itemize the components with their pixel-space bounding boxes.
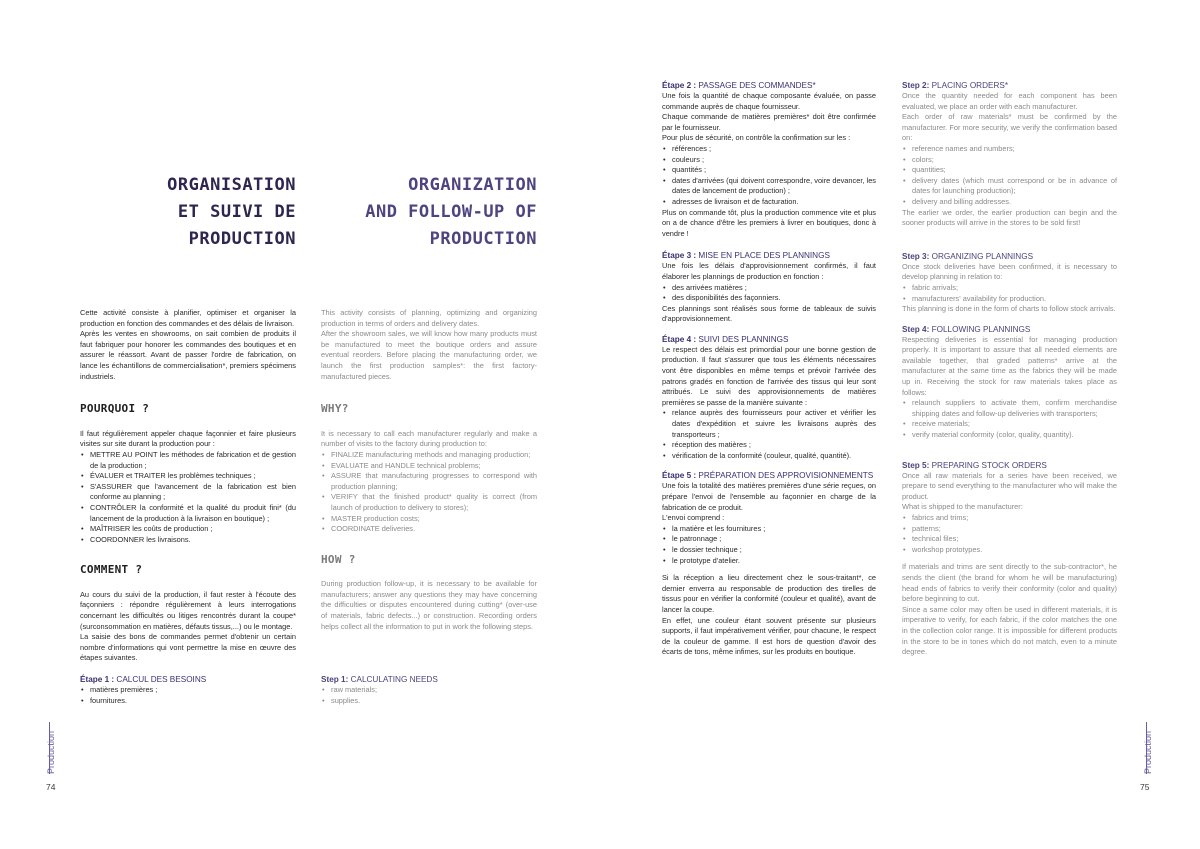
step3-fr-heading xyxy=(662,250,876,261)
how-fr-heading: COMMENT ? xyxy=(80,563,143,577)
step-number: Étape 5 : xyxy=(662,471,697,481)
list-item: • reference names and numbers; xyxy=(902,144,1117,155)
step4-fr-list xyxy=(662,408,876,461)
paragraph: Once the quantity needed for each component has been evaluated, we place an order with each manufacturer. xyxy=(902,91,1117,111)
list-item: • ÉVALUER et TRAITER les problèmes techniques ; xyxy=(80,471,296,482)
paragraph: If materials and trims are sent directly to the sub-contractor*, he sends the client (the brand for whom he will be manufacturing) head ends of fabrics to verify their conformity (color and quality) before beginning to cut. xyxy=(902,562,1117,604)
list-item: • delivery and billing addresses. xyxy=(902,197,1117,208)
list-item: • S'ASSURER que l'avancement de la fabrication est bien conforme au planning ; xyxy=(80,482,296,503)
list-item: • patterns; xyxy=(902,524,1117,535)
list-item: • couleurs ; xyxy=(662,155,876,166)
why-fr-list xyxy=(80,450,296,545)
step2-en-list xyxy=(902,144,1117,208)
step-title: PLACING ORDERS* xyxy=(931,81,1009,90)
list-item: • workshop prototypes. xyxy=(902,545,1117,556)
side-label: Production xyxy=(1143,730,1153,774)
step-number: Step 1: xyxy=(321,675,349,685)
left-en-column xyxy=(321,308,537,706)
list-item: • relance auprès des fournisseurs pour activer et vérifier les dates d'expédition et suivre les livraisons auprès des transporteurs ; xyxy=(662,408,876,440)
step5-en-list xyxy=(902,513,1117,555)
step-title: MISE EN PLACE DES PLANNINGS xyxy=(698,251,830,261)
step-number: Step 2: xyxy=(902,81,930,90)
list-item: • fournitures. xyxy=(80,696,296,707)
step-title: ORGANIZING PLANNINGS xyxy=(931,251,1034,261)
paragraph: Le respect des délais est primordial pour une bonne gestion de production. Il faut s'assurer que tous les éléments nécessaires vont être disponibles en même temps et prévoir l'arrivée des patrons gradés en fonction de l'arrivée des tissus qui leur sont attribués. Le suivi des approvisionnements de matières premières se passe de la manière suivante : xyxy=(662,344,876,407)
step2-fr-heading xyxy=(662,80,876,91)
step4-en-heading xyxy=(902,324,1117,335)
step-title: PREPARING STOCK ORDERS xyxy=(931,460,1047,470)
paragraph: Once stock deliveries have been confirmed, it is necessary to develop planning in relation to: xyxy=(902,261,1117,282)
step4-en-list xyxy=(902,398,1117,440)
list-item: • des disponibilités des façonniers. xyxy=(662,293,876,304)
step-number: Étape 2 : xyxy=(662,81,697,90)
step1-fr-heading xyxy=(80,674,296,685)
title-fr-line: PRODUCTION xyxy=(188,229,296,249)
list-item: • CONTRÔLER la conformité et la qualité du produit fini* (du lancement de la production à la livraison en boutique) ; xyxy=(80,503,296,524)
list-item: • réception des matières ; xyxy=(662,440,876,451)
step-title: FOLLOWING PLANNINGS xyxy=(931,324,1031,334)
paragraph: Chaque commande de matières premières* doit être confirmée par le fournisseur. xyxy=(662,112,876,132)
list-item: • delivery dates (which must correspond or be in advance of dates for launching production); xyxy=(902,176,1117,197)
paragraph: Respecting deliveries is essential for managing production properly. It is important to assure that all needed elements are available together, that graded patterns* arrive at the manufacturer at the same time as the fabrics they will be made up in. Receiving the stock for raw materials takes place as follows: xyxy=(902,334,1117,397)
list-item: • matières premières ; xyxy=(80,685,296,696)
intro-fr: Cette activité consiste à planifier, optimiser et organiser la production en fonction des commandes et des délais de livraison. xyxy=(80,308,296,328)
list-item: • ASSURE that manufacturing progresses to correspond with production planning; xyxy=(321,471,537,492)
list-item: • le prototype d'atelier. xyxy=(662,556,876,567)
how-fr-text: Au cours du suivi de la production, il faut rester à l'écoute des façonniers : répondre régulièrement à leurs interrogations concernant les difficultés ou litiges rencontrés durant la coupe* (surconsommation en matières, défauts tissus,...) ou le montage. xyxy=(80,589,296,631)
paragraph: L'envoi comprend : xyxy=(662,513,725,523)
step-number: Step 4: xyxy=(902,324,930,334)
paragraph: Une fois les délais d'approvisionnement confirmés, il faut élaborer les plannings de production en fonction : xyxy=(662,261,876,281)
step-title: PRÉPARATION DES APPROVISIONNEMENTS xyxy=(698,471,874,481)
list-item: • adresses de livraison et de facturation. xyxy=(662,197,876,208)
step3-en-list xyxy=(902,283,1117,304)
step5-fr-list xyxy=(662,524,876,566)
step-number: Étape 3 : xyxy=(662,251,697,261)
step-title: CALCULATING NEEDS xyxy=(350,675,438,685)
paragraph: Each order of raw materials* must be confirmed by the manufacturer. For more security, we verify the confirmation based on: xyxy=(902,112,1117,143)
title-en-line: PRODUCTION xyxy=(429,229,537,249)
step-number: Step 3: xyxy=(902,251,930,261)
list-item: • quantities; xyxy=(902,165,1117,176)
step5-fr-heading xyxy=(662,470,876,481)
list-item: • dates d'arrivées (qui doivent correspondre, voire devancer, les dates de lancement de production) ; xyxy=(662,176,876,197)
side-label: Production xyxy=(46,730,56,774)
paragraph: Pour plus de sécurité, on contrôle la confirmation sur les : xyxy=(662,133,851,143)
step3-en-heading xyxy=(902,251,1117,262)
page-number: 74 xyxy=(46,782,56,792)
paragraph: Plus on commande tôt, plus la production commence vite et plus on a de chance d'être les premiers à livrer en boutiques, donc à vendre ! xyxy=(662,207,876,238)
list-item: • colors; xyxy=(902,155,1117,166)
paragraph: This planning is done in the form of charts to follow stock arrivals. xyxy=(902,304,1116,314)
paragraph: Une fois la totalité des matières premières d'une série reçues, on prépare l'envoi de l'ensemble au façonnier en charge de la fabrication de ce produit. xyxy=(662,481,876,512)
paragraph: Si la réception a lieu directement chez le sous-traitant*, ce dernier enverra au responsable de production des tirelles de tissus pour en vérifier la conformité (couleur et qualité), avant de lancer la coupe. xyxy=(662,573,876,614)
right-fr-column xyxy=(662,72,876,658)
list-item: • manufacturers' availability for production. xyxy=(902,294,1117,305)
step4-fr-heading xyxy=(662,334,876,345)
step2-en-heading xyxy=(902,80,1117,91)
right-en-column xyxy=(902,72,1117,658)
intro-fr: Après les ventes en showrooms, on sait combien de produits il faut fabriquer pour honorer les commandes des boutiques et en assurer le réassort. Avant de passer l'ordre de fabrication, on lance les échantillons de commercialisation*, premiers spécimens industriels. xyxy=(80,329,296,381)
list-item: • verify material conformity (color, quality, quantity). xyxy=(902,430,1117,441)
list-item: • technical files; xyxy=(902,534,1117,545)
step3-fr-list xyxy=(662,283,876,304)
list-item: • EVALUATE and HANDLE technical problems; xyxy=(321,461,537,472)
paragraph: Une fois la quantité de chaque composante évaluée, on passe commande auprès de chaque fournisseur. xyxy=(662,91,876,111)
paragraph: En effet, une couleur étant souvent présente sur plusieurs supports, il faut impérativement vérifier, pour chacune, le respect de la couleur de gamme. Il est hors de question d'avoir des écarts de tons, même infimes, sur les produits en boutique. xyxy=(662,615,876,657)
paragraph: What is shipped to the manufacturer: xyxy=(902,502,1023,512)
step-number: Step 5: xyxy=(902,460,930,470)
list-item: • des arrivées matières ; xyxy=(662,283,876,294)
step-number: Étape 1 : xyxy=(80,675,115,685)
step2-fr-list xyxy=(662,144,876,208)
title-en xyxy=(330,172,537,253)
list-item: • le patronnage ; xyxy=(662,534,876,545)
list-item: • FINALIZE manufacturing methods and managing production; xyxy=(321,450,537,461)
step1-en-list xyxy=(321,685,537,706)
how-en-heading: HOW ? xyxy=(321,552,356,566)
list-item: • METTRE AU POINT les méthodes de fabrication et de gestion de la production ; xyxy=(80,450,296,471)
list-item: • fabrics and trims; xyxy=(902,513,1117,524)
list-item: • références ; xyxy=(662,144,876,155)
how-fr-text: La saisie des bons de commandes permet d'obtenir un certain nombre d'informations qui vont permettre la mise en œuvre des étapes suivantes. xyxy=(80,632,296,663)
why-en-heading: WHY? xyxy=(321,402,349,416)
why-fr-heading: POURQUOI ? xyxy=(80,402,150,416)
step-title: PASSAGE DES COMMANDES* xyxy=(698,81,816,90)
why-en-intro: It is necessary to call each manufacturer regularly and make a number of visits to the factory during production to: xyxy=(321,428,537,449)
list-item: • MAÎTRISER les coûts de production ; xyxy=(80,524,296,535)
how-en-text: During production follow-up, it is necessary to be available for manufacturers; answer any questions they may have concerning the difficulties or disputes encountered during cutting* (over-use of materials, fabric defects...) or construction. Recording orders helps collect all the information to put in work the following steps. xyxy=(321,579,537,631)
list-item: • le dossier technique ; xyxy=(662,545,876,556)
title-fr xyxy=(110,172,296,253)
step1-fr-list xyxy=(80,685,296,706)
list-item: • vérification de la conformité (couleur, qualité, quantité). xyxy=(662,451,876,462)
why-en-list xyxy=(321,450,537,535)
title-fr-line: ET SUIVI DE xyxy=(177,202,296,222)
list-item: • quantités ; xyxy=(662,165,876,176)
list-item: • raw materials; xyxy=(321,685,537,696)
list-item: • MASTER production costs; xyxy=(321,514,537,525)
title-fr-line: ORGANISATION xyxy=(167,175,296,195)
list-item: • receive materials; xyxy=(902,419,1117,430)
left-fr-column xyxy=(80,308,296,706)
right-page xyxy=(600,0,1200,849)
paragraph: Once all raw materials for a series have been received, we prepare to send everything to the manufacturer who will make the product. xyxy=(902,470,1117,501)
step-title: CALCUL DES BESOINS xyxy=(116,675,207,685)
intro-en: After the showroom sales, we will know how many products must be manufactured to meet the boutique orders and assure eventual reorders. Before placing the manufacturing order, we launch the first production samples*: the first factory-manufactured pieces. xyxy=(321,329,537,381)
step1-en-heading xyxy=(321,674,537,685)
intro-en: This activity consists of planning, optimizing and organizing production in terms of orders and delivery dates. xyxy=(321,308,537,328)
list-item: • supplies. xyxy=(321,696,537,707)
paragraph: The earlier we order, the earlier production can begin and the sooner products will arrive in the stores to be sold first! xyxy=(902,207,1117,228)
step-number: Étape 4 : xyxy=(662,334,697,344)
title-en-line: ORGANIZATION xyxy=(408,175,537,195)
step5-en-heading xyxy=(902,460,1117,471)
paragraph: Ces plannings sont réalisés sous forme de tableaux de suivis d'approvisionnement. xyxy=(662,303,876,324)
list-item: • COORDINATE deliveries. xyxy=(321,524,537,535)
list-item: • COORDONNER les livraisons. xyxy=(80,535,296,546)
list-item: • fabric arrivals; xyxy=(902,283,1117,294)
page-number: 75 xyxy=(1140,782,1150,792)
list-item: • relaunch suppliers to activate them, confirm merchandise shipping dates and follow-up deliveries with transporters; xyxy=(902,398,1117,419)
step-title: SUIVI DES PLANNINGS xyxy=(698,334,789,344)
list-item: • la matière et les fournitures ; xyxy=(662,524,876,535)
title-en-line: AND FOLLOW-UP OF xyxy=(365,202,537,222)
paragraph: Since a same color may often be used in different materials, it is imperative to verify, for each fabric, if the color matches the one in the collection color range. It is impossible for different products in the store to be in tones which do not match, even to a minute degree. xyxy=(902,604,1117,657)
list-item: • VERIFY that the finished product* quality is correct (from launch of production to delivery to stores); xyxy=(321,492,537,513)
why-fr-intro: Il faut régulièrement appeler chaque façonnier et faire plusieurs visites sur site durant la production pour : xyxy=(80,428,296,449)
